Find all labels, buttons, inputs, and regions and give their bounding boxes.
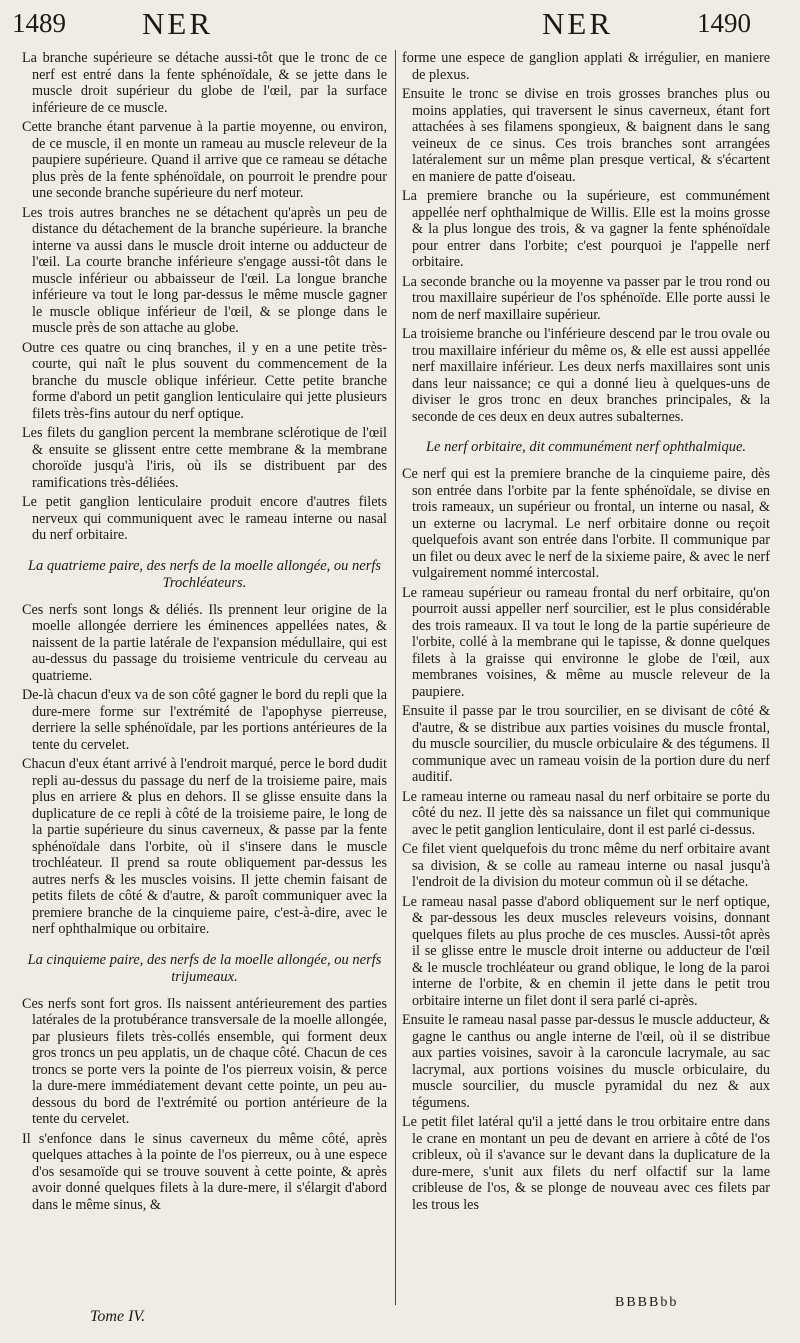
right-paragraph: Le rameau nasal passe d'abord obliquement sur le nerf optique, & par-dessous les deux muscles releveurs voisins, donnant quelques filets au plus proche de ces muscles. Aussi-tôt après il se glisse entre le muscle droit interne ou adducteur de l'œil & le muscle trochléateur ou grand oblique, le long de la paroi interne de l'orbite, & en chemin il jette dans le petit trou orbitaire interne un filet dont il sera parlé ci-après. xyxy=(402,893,770,1009)
right-paragraph: Ensuite le tronc se divise en trois grosses branches plus ou moins applaties, qui traversent le sinus caverneux, étant fort attachées à ses filamens spongieux, & baignent dans le sang veineux de ce sinus. Ces trois branches sont arrangées latéralement sur un même plan presque vertical, & s'écartent en maniere de patte d'oiseau. xyxy=(402,86,770,185)
left-paragraph: Outre ces quatre ou cinq branches, il y en a une petite très-courte, qui naît le plus souvent du commencement de la branche du muscle oblique inférieur. Cette petite branche forme d'abord un petit ganglion lenticulaire qui jette plusieurs filets très-fins autour du nerf optique. xyxy=(22,339,387,422)
right-paragraph: Le rameau supérieur ou rameau frontal du nerf orbitaire, qu'on pourroit aussi appeller nerf sourcilier, est le plus considérable des trois rameaux. Il va tout le long de la partie supérieure de l'orbite, collé à la membrane qui le tapisse, & donne quelques filets à la graisse qui environne le globe de l'œil, aux membranes voisines, & même au muscle releveur de la paupiere. xyxy=(402,584,770,700)
left-paragraph: Il s'enfonce dans le sinus caverneux du même côté, après quelques attaches à la pointe de l'os pierreux, ou à une espece d'os sesamoïde qui se trouve souvent à cette pointe, & après avoir donné quelques filets à la dure-mere, il s'élargit d'abord dans le même sinus, & xyxy=(22,1130,387,1213)
running-title-right: NER xyxy=(542,6,613,41)
left-paragraph: Ces nerfs sont longs & déliés. Ils prennent leur origine de la moelle allongée derriere les éminences appellées nates, & naissent de la partie latérale de l'expansion médullaire, qui est au-dessus du passage du troisieme ventricule du cerveau au quatrieme. xyxy=(22,601,387,684)
right-paragraph: Le petit filet latéral qu'il a jetté dans le trou orbitaire entre dans le crane en montant un peu de devant en arriere à côté de l'os cribleux, où il s'avance sur le devant dans la duplicature de la dure-mere, s'unit aux filets du nerf olfactif sur la lame cribleuse de l'os, & se plonge de nouveau avec ces filets par les trous les xyxy=(402,1114,770,1213)
right-paragraph: Ce filet vient quelquefois du tronc même du nerf orbitaire avant sa division, & se colle au rameau interne ou nasal jusqu'à l'endroit de la division du moteur commun où il se détache. xyxy=(402,841,770,890)
right-paragraph: Le rameau interne ou rameau nasal du nerf orbitaire se porte du côté du nez. Il jette dès sa naissance un filet qui communique avec le petit ganglion lenticulaire, dont il est parlé ci-dessus. xyxy=(402,788,770,838)
left-paragraph: Cette branche étant parvenue à la partie moyenne, ou environ, de ce muscle, il en monte un rameau au muscle releveur de la paupiere supérieure. Quand il arrive que ce rameau se détache plus près de la fente sphénoïdale, on pourroit le prendre pour une seconde branche supérieure du nerf moteur. xyxy=(22,119,387,201)
right-paragraph: La seconde branche ou la moyenne va passer par le trou rond ou trou maxillaire supérieur de l'os sphénoïde. Elle porte aussi le nom de nerf maxillaire supérieur. xyxy=(402,273,770,323)
right-paragraph: forme une espece de ganglion applati & irrégulier, en maniere de plexus. xyxy=(402,50,770,83)
right-column xyxy=(402,50,770,1216)
left-paragraph: La branche supérieure se détache aussi-tôt que le tronc de ce nerf est entré dans la fente sphénoïdale, & se jette dans le muscle droit supérieur du globe de l'œil, par la surface inférieure de ce muscle. xyxy=(22,50,387,116)
right-paragraph: Ensuite il passe par le trou sourcilier, en se divisant de côté & d'autre, & se distribue aux parties voisines du muscle frontal, du muscle sourcilier, du muscle orbiculaire & des tégumens. Il communique avec un rameau voisin de la portion dure du nerf auditif. xyxy=(402,703,770,785)
left-paragraph: Les trois autres branches ne se détachent qu'après un peu de distance du détachement de la branche supérieure. la branche interne va aussi dans le muscle droit interne ou adducteur de l'œil. La courte branche inférieure s'engage aussi-tôt dans le muscle inférieur ou abbaisseur de l'œil. La longue branche inférieure va tout le long par-dessus le même muscle gagner le muscle oblique inférieur de l'œil, & se plonge dans le muscle près de son attache au globe. xyxy=(22,204,387,336)
page-header xyxy=(0,6,800,46)
right-paragraph: Ce nerf qui est la premiere branche de la cinquieme paire, dès son entrée dans l'orbite par la fente sphénoïdale, se divise en trois rameaux, un supérieur ou frontal, un interne ou nasal, & un externe ou lacrymal. Le nerf orbitaire donne ou reçoit quelquefois avant son entrée dans l'orbite. Il communique par un filet ou deux avec le nerf de la sixieme paire, & avec le nerf vulgairement nommé intercostal. xyxy=(402,466,770,581)
page-number-right: 1490 xyxy=(697,8,751,38)
left-section-heading: La quatrieme paire, des nerfs de la moelle allongée, ou nerfs Trochléateurs. xyxy=(27,557,382,591)
right-paragraph: Ensuite le rameau nasal passe par-dessus le muscle adducteur, & gagne le canthus ou angle interne de l'œil, où il se distribue aux parties voisines, savoir à la caroncule lacrymale, au sac lacrymal, aux portions voisines du muscle orbiculaire, du muscle sourcilier, du muscle pyramidal du nez & aux tégumens. xyxy=(402,1012,770,1111)
page-number-left: 1489 xyxy=(12,8,66,38)
right-section-heading: Le nerf orbitaire, dit communément nerf ophthalmique. xyxy=(425,439,747,455)
signature-mark: BBBBbb xyxy=(615,1295,679,1310)
volume-label: Tome IV. xyxy=(90,1308,146,1325)
left-paragraph: Ces nerfs sont fort gros. Ils naissent antérieurement des parties latérales de la protubérance transversale de la moelle allongée, par plusieurs filets très-collés ensemble, qui forment deux gros troncs un peu applatis, un de chaque côté. Chacun de ces troncs se porte vers la pointe de l'os pierreux voisin, & perce la dure-mere immédiatement devant cette pointe, un peu au-dessous du bord de l'extrémité ou portion antérieure de la tente du cervelet. xyxy=(22,995,387,1127)
left-paragraph: De-là chacun d'eux va de son côté gagner le bord du repli que la dure-mere forme sur l'extrémité de l'apophyse pierreuse, derriere la selle sphénoïdale, par les portions antérieures de la tente du cervelet. xyxy=(22,687,387,753)
column-divider xyxy=(395,50,396,1305)
left-paragraph: Le petit ganglion lenticulaire produit encore d'autres filets nerveux qui communiquent avec le rameau interne ou nasal du nerf orbitaire. xyxy=(22,494,387,543)
left-column xyxy=(22,50,387,1216)
left-paragraph: Les filets du ganglion percent la membrane sclérotique de l'œil & ensuite se glissent entre cette membrane & la membrane choroïde jusqu'à l'iris, où ils se distribuent par des ramifications très-déliées. xyxy=(22,425,387,491)
running-title-left: NER xyxy=(142,6,213,41)
right-paragraph: La troisieme branche ou l'inférieure descend par le trou ovale ou trou maxillaire inférieur du même os, & elle est aussi appellée nerf maxillaire inférieur. Les deux nerfs maxillaires sont unis dans leur naissance; ce qui a donné lieu à quelques-uns de diviser le gros tronc en deux branches principales, & la seconde de ces deux en deux autres subalternes. xyxy=(402,326,770,425)
left-section-heading: La cinquieme paire, des nerfs de la moelle allongée, ou nerfs trijumeaux. xyxy=(27,951,382,985)
right-paragraph: La premiere branche ou la supérieure, est communément appellée nerf ophthalmique de Willis. Elle est la moins grosse & la plus longue des trois, & va gagner la fente sphénoïdale pour entrer dans l'orbite; c'est pourquoi je l'appelle nerf orbitaire. xyxy=(402,188,770,270)
left-paragraph: Chacun d'eux étant arrivé à l'endroit marqué, perce le bord dudit repli au-dessus du passage du nerf de la troisieme paire, mais plus en arriere & plus en dehors. Il se glisse ensuite dans la duplicature de ce repli à côté de la troisieme paire, le long de la partie supérieure du sinus caverneux, & passe par la fente sphénoïdale dans l'orbite, où il s'insere dans le muscle trochléateur. Il prend sa route obliquement par-dessus les autres nerfs & les muscles voisins. Il jette chemin faisant de petits filets de côté & d'autre, & paroît communiquer avec la premiere branche de la cinquieme paire, c'est-à-dire, avec le nerf ophthalmique ou orbitaire. xyxy=(22,756,387,937)
